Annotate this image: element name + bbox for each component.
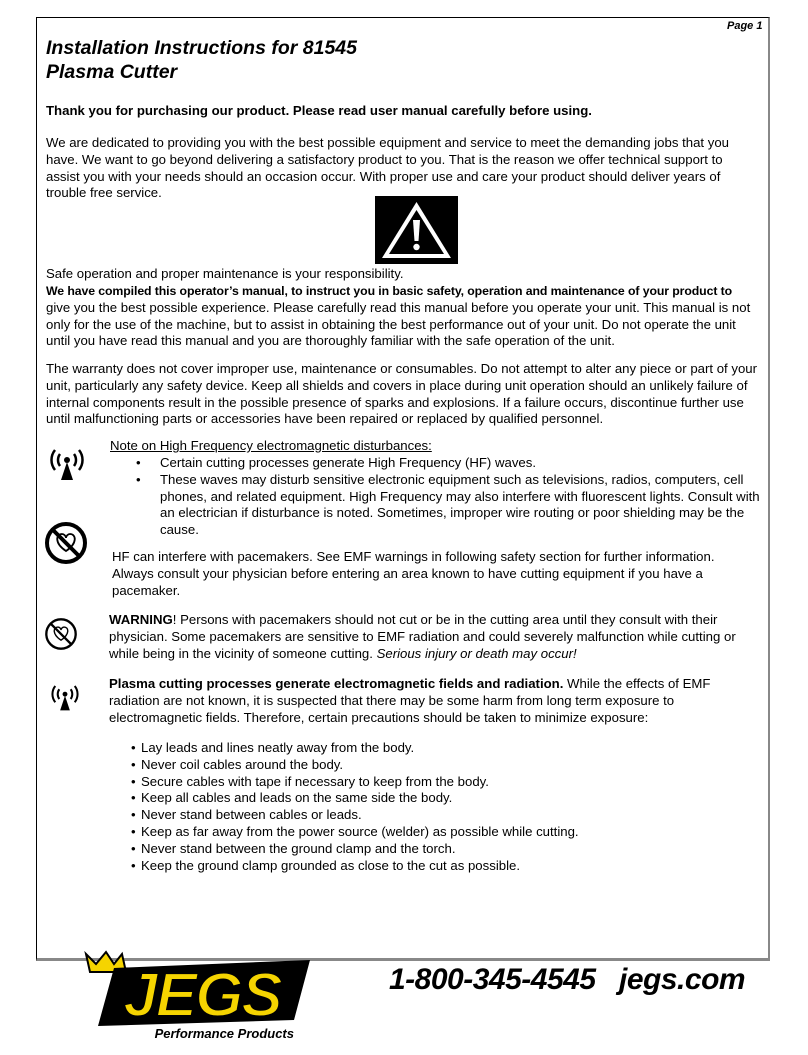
- list-item: • These waves may disturb sensitive electronic equipment such as televisions, radios, computers, cell phones, and related equipment. High Frequency may also interfere with fluorescent lights. Consult with an electrician if disturbance is noted. Sometimes, improper wire routing or poor shielding may be the cause.: [134, 472, 764, 539]
- page-number: Page 1: [727, 20, 763, 32]
- list-item: • Lay leads and lines neatly away from the body.: [131, 740, 579, 757]
- no-pacemaker-small-icon: [44, 617, 78, 651]
- title-line-2: Plasma Cutter: [46, 61, 178, 83]
- warning-label: WARNING: [109, 612, 173, 627]
- website-link[interactable]: jegs.com: [619, 963, 746, 996]
- pacemaker-warning-paragraph: [109, 612, 761, 662]
- radiation-antenna-icon: [46, 448, 88, 484]
- warning-text: ! Persons with pacemakers should not cut or be in the cutting area until they consult with their physician. Some pacemakers are sensitive to EMF radiation and could severely malfunction while cutting or while being in the vicinity of someone cutting.: [109, 612, 736, 661]
- list-item: • Secure cables with tape if necessary to keep from the body.: [131, 774, 579, 791]
- precautions-list: [131, 740, 579, 874]
- hf-note-heading: Note on High Frequency electromagnetic disturbances:: [110, 438, 432, 453]
- list-item: • Never stand between cables or leads.: [131, 807, 579, 824]
- emf-text: While the effects of EMF radiation are not known, it is suspected that there may be some harm from long term exposure to electromagnetic fields. Therefore, certain precautions should be taken to minimize exposure:: [109, 676, 711, 725]
- jegs-logo: [84, 950, 314, 1040]
- list-item: • Never coil cables around the body.: [131, 757, 579, 774]
- compiled-rest-text: give you the best possible experience. Please carefully read this manual before you operate your unit. This manual is not only for the use of the machine, but to assist in obtaining the best performance out of your unit. Do not operate the unit until you have read this manual and you are thoroughly familiar with the safe operation of the unit.: [46, 299, 751, 349]
- intro-paragraph: We are dedicated to providing you with the best possible equipment and service to meet the demanding jobs that you have. We want to go beyond delivering a satisfactory product to you. That is the reason we offer technical support to assist you with your needs should an occasion occur. With proper use and care your product should deliver years of trouble free service.: [46, 135, 729, 201]
- emf-paragraph: [109, 676, 759, 726]
- warning-italic-text: Serious injury or death may occur!: [376, 645, 577, 661]
- list-item: • Keep all cables and leads on the same side the body.: [131, 790, 579, 807]
- phone-number: 1-800-345-4545: [389, 963, 596, 996]
- emf-bold-text: Plasma cutting processes generate electromagnetic fields and radiation.: [109, 676, 564, 691]
- safe-operation-line: Safe operation and proper maintenance is your responsibility.: [46, 266, 404, 281]
- logo-wordmark: JEGS: [123, 961, 281, 1030]
- compiled-bold-text: We have compiled this operator’s manual, to instruct you in basic safety, operation and maintenance of your product to: [46, 284, 733, 298]
- page-title: [46, 36, 357, 84]
- hf-pacemaker-paragraph: HF can interfere with pacemakers. See EMF warnings in following safety section for further information. Always consult your physician before entering an area known to have cutting equipment if you have a pacemaker.: [112, 549, 715, 598]
- compiled-paragraph: [46, 283, 758, 350]
- contact-line: [389, 963, 745, 997]
- warranty-paragraph: The warranty does not cover improper use, maintenance or consumables. Do not attempt to alter any piece or part of your unit, particularly any safety device. Keep all shields and covers in place during unit operation should an unlikely failure of internal components result in the possible presence of sparks and explosions. If a failure occurs, discontinue further use until malfunctioning parts or accessories have been repaired or replaced by qualified personnel.: [46, 361, 758, 427]
- list-item: • Keep the ground clamp grounded as close to the cut as possible.: [131, 858, 579, 875]
- warning-triangle-icon: [375, 196, 458, 264]
- no-pacemaker-icon: [44, 521, 88, 565]
- radiation-antenna-small-icon: [48, 684, 82, 714]
- thanks-line: Thank you for purchasing our product. Please read user manual carefully before using.: [46, 103, 592, 118]
- logo-tagline: Performance Products: [154, 1026, 294, 1040]
- list-item: • Certain cutting processes generate High Frequency (HF) waves.: [134, 455, 764, 472]
- list-item: • Never stand between the ground clamp and the torch.: [131, 841, 579, 858]
- title-line-1: Installation Instructions for 81545: [46, 37, 357, 59]
- hf-bullet-list: [134, 455, 764, 539]
- list-item: • Keep as far away from the power source (welder) as possible while cutting.: [131, 824, 579, 841]
